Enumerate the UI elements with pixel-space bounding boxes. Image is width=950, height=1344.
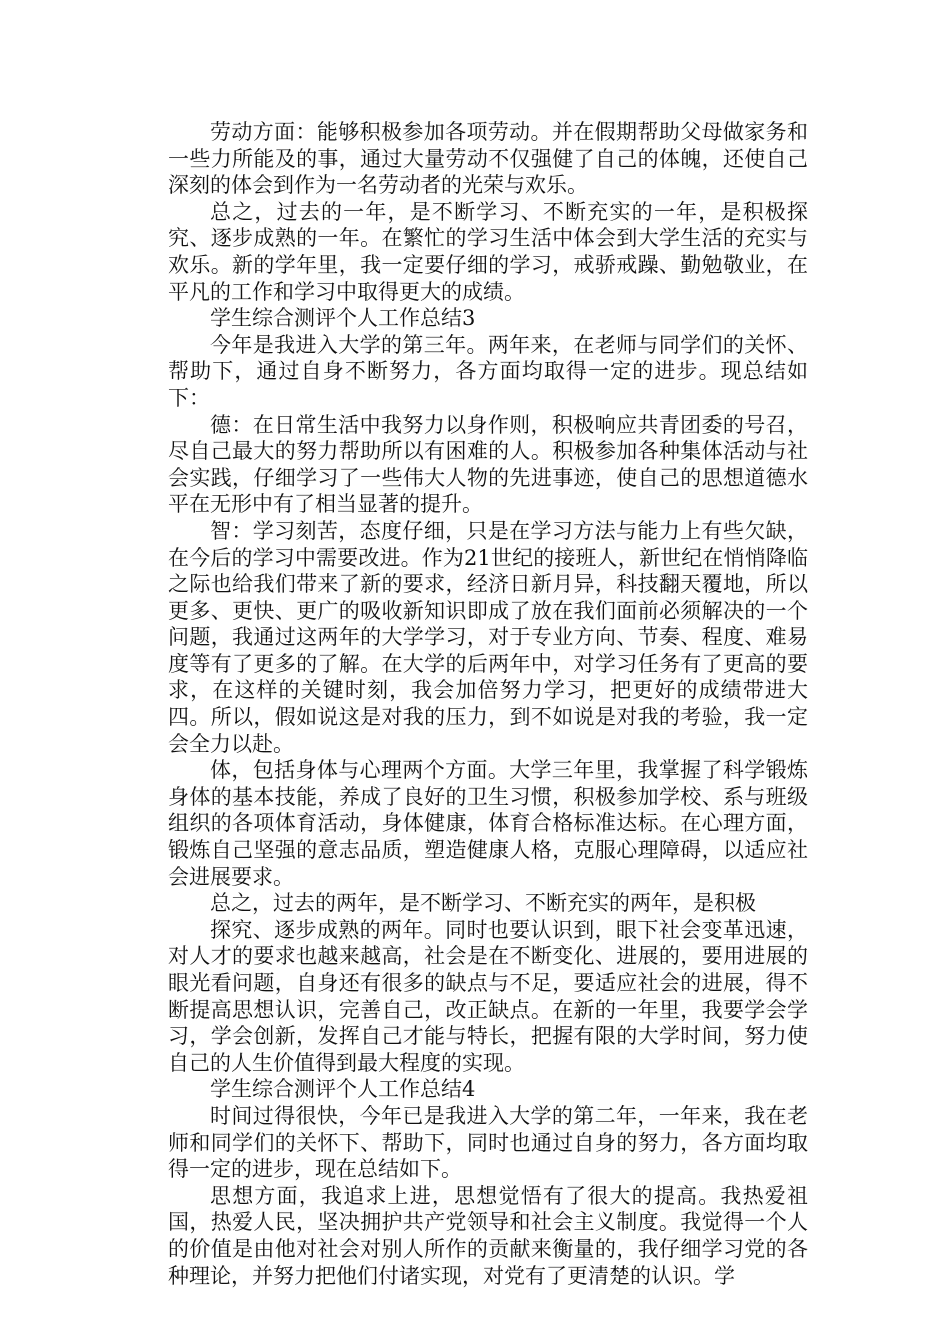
- paragraph-morality: 德：在日常生活中我努力以身作则，积极响应共青团委的号召，尽自己最大的努力帮助所以有困难的人。积极参加各种集体活动与社会实践，仔细学习了一些伟大人物的先进事迹，使自己的思想道德水平在无形中有了相当显著的提升。: [168, 412, 808, 517]
- paragraph-summary-2-cont: 探究、逐步成熟的两年。同时也要认识到，眼下社会变革迅速，对人才的要求也越来越高，社会是在不断变化、进展的，要用进展的眼光看问题，自身还有很多的缺点与不足，要适应社会的进展，得不断提高思想认识，完善自己，改正缺点。在新的一年里，我要学会学习，学会创新，发挥自己才能与特长，把握有限的大学时间，努力使自己的人生价值得到最大程度的实现。: [168, 917, 808, 1075]
- paragraph-physical: 体，包括身体与心理两个方面。大学三年里，我掌握了科学锻炼身体的基本技能，养成了良好的卫生习惯，积极参加学校、系与班级组织的各项体育活动，身体健康，体育合格标准达标。在心理方面，锻炼自己坚强的意志品质，塑造健康人格，克服心理障碍，以适应社会进展要求。: [168, 758, 808, 889]
- paragraph-ideology: 思想方面，我追求上进，思想觉悟有了很大的提高。我热爱祖国，热爱人民，坚决拥护共产党领导和社会主义制度。我觉得一个人的价值是由他对社会对别人所作的贡献来衡量的，我仔细学习党的各种理论，并努力把他们付诸实现，对党有了更清楚的认识。学: [168, 1183, 808, 1288]
- paragraph-intellect: 智：学习刻苦，态度仔细，只是在学习方法与能力上有些欠缺，在今后的学习中需要改进。作为21世纪的接班人，新世纪在悄悄降临之际也给我们带来了新的要求，经济日新月异，科技翻天覆地，所以更多、更快、更广的吸收新知识即成了放在我们面前必须解决的一个问题，我通过这两年的大学学习，对于专业方向、节奏、程度、难易度等有了更多的了解。在大学的后两年中，对学习任务有了更高的要求，在这样的关键时刻，我会加倍努力学习，把更好的成绩带进大四。所以，假如说这是对我的压力，到不如说是对我的考验，我一定会全力以赴。: [168, 518, 808, 756]
- paragraph-summary-1: 总之，过去的一年，是不断学习、不断充实的一年，是积极探究、逐步成熟的一年。在繁忙的学习生活中体会到大学生活的充实与欢乐。新的学年里，我一定要仔细的学习，戒骄戒躁、勤勉敬业，在平凡的工作和学习中取得更大的成绩。: [168, 199, 808, 304]
- paragraph-intro-3: 今年是我进入大学的第三年。两年来，在老师与同学们的关怀、帮助下，通过自身不断努力，各方面均取得一定的进步。现总结如下：: [168, 332, 808, 410]
- paragraph-summary-2-start: 总之，过去的两年，是不断学习、不断充实的两年，是积极: [210, 891, 756, 916]
- document-body: [168, 119, 808, 1289]
- paragraph-labor: 劳动方面：能够积极参加各项劳动。并在假期帮助父母做家务和一些力所能及的事，通过大量劳动不仅强健了自己的体魄，还使自己深刻的体会到作为一名劳动者的光荣与欢乐。: [168, 120, 808, 198]
- section-heading-4: 学生综合测评个人工作总结4: [210, 1077, 476, 1102]
- paragraph-intro-4: 时间过得很快，今年已是我进入大学的第二年，一年来，我在老师和同学们的关怀下、帮助下，同时也通过自身的努力，各方面均取得一定的进步，现在总结如下。: [168, 1103, 808, 1182]
- section-heading-3: 学生综合测评个人工作总结3: [210, 306, 476, 331]
